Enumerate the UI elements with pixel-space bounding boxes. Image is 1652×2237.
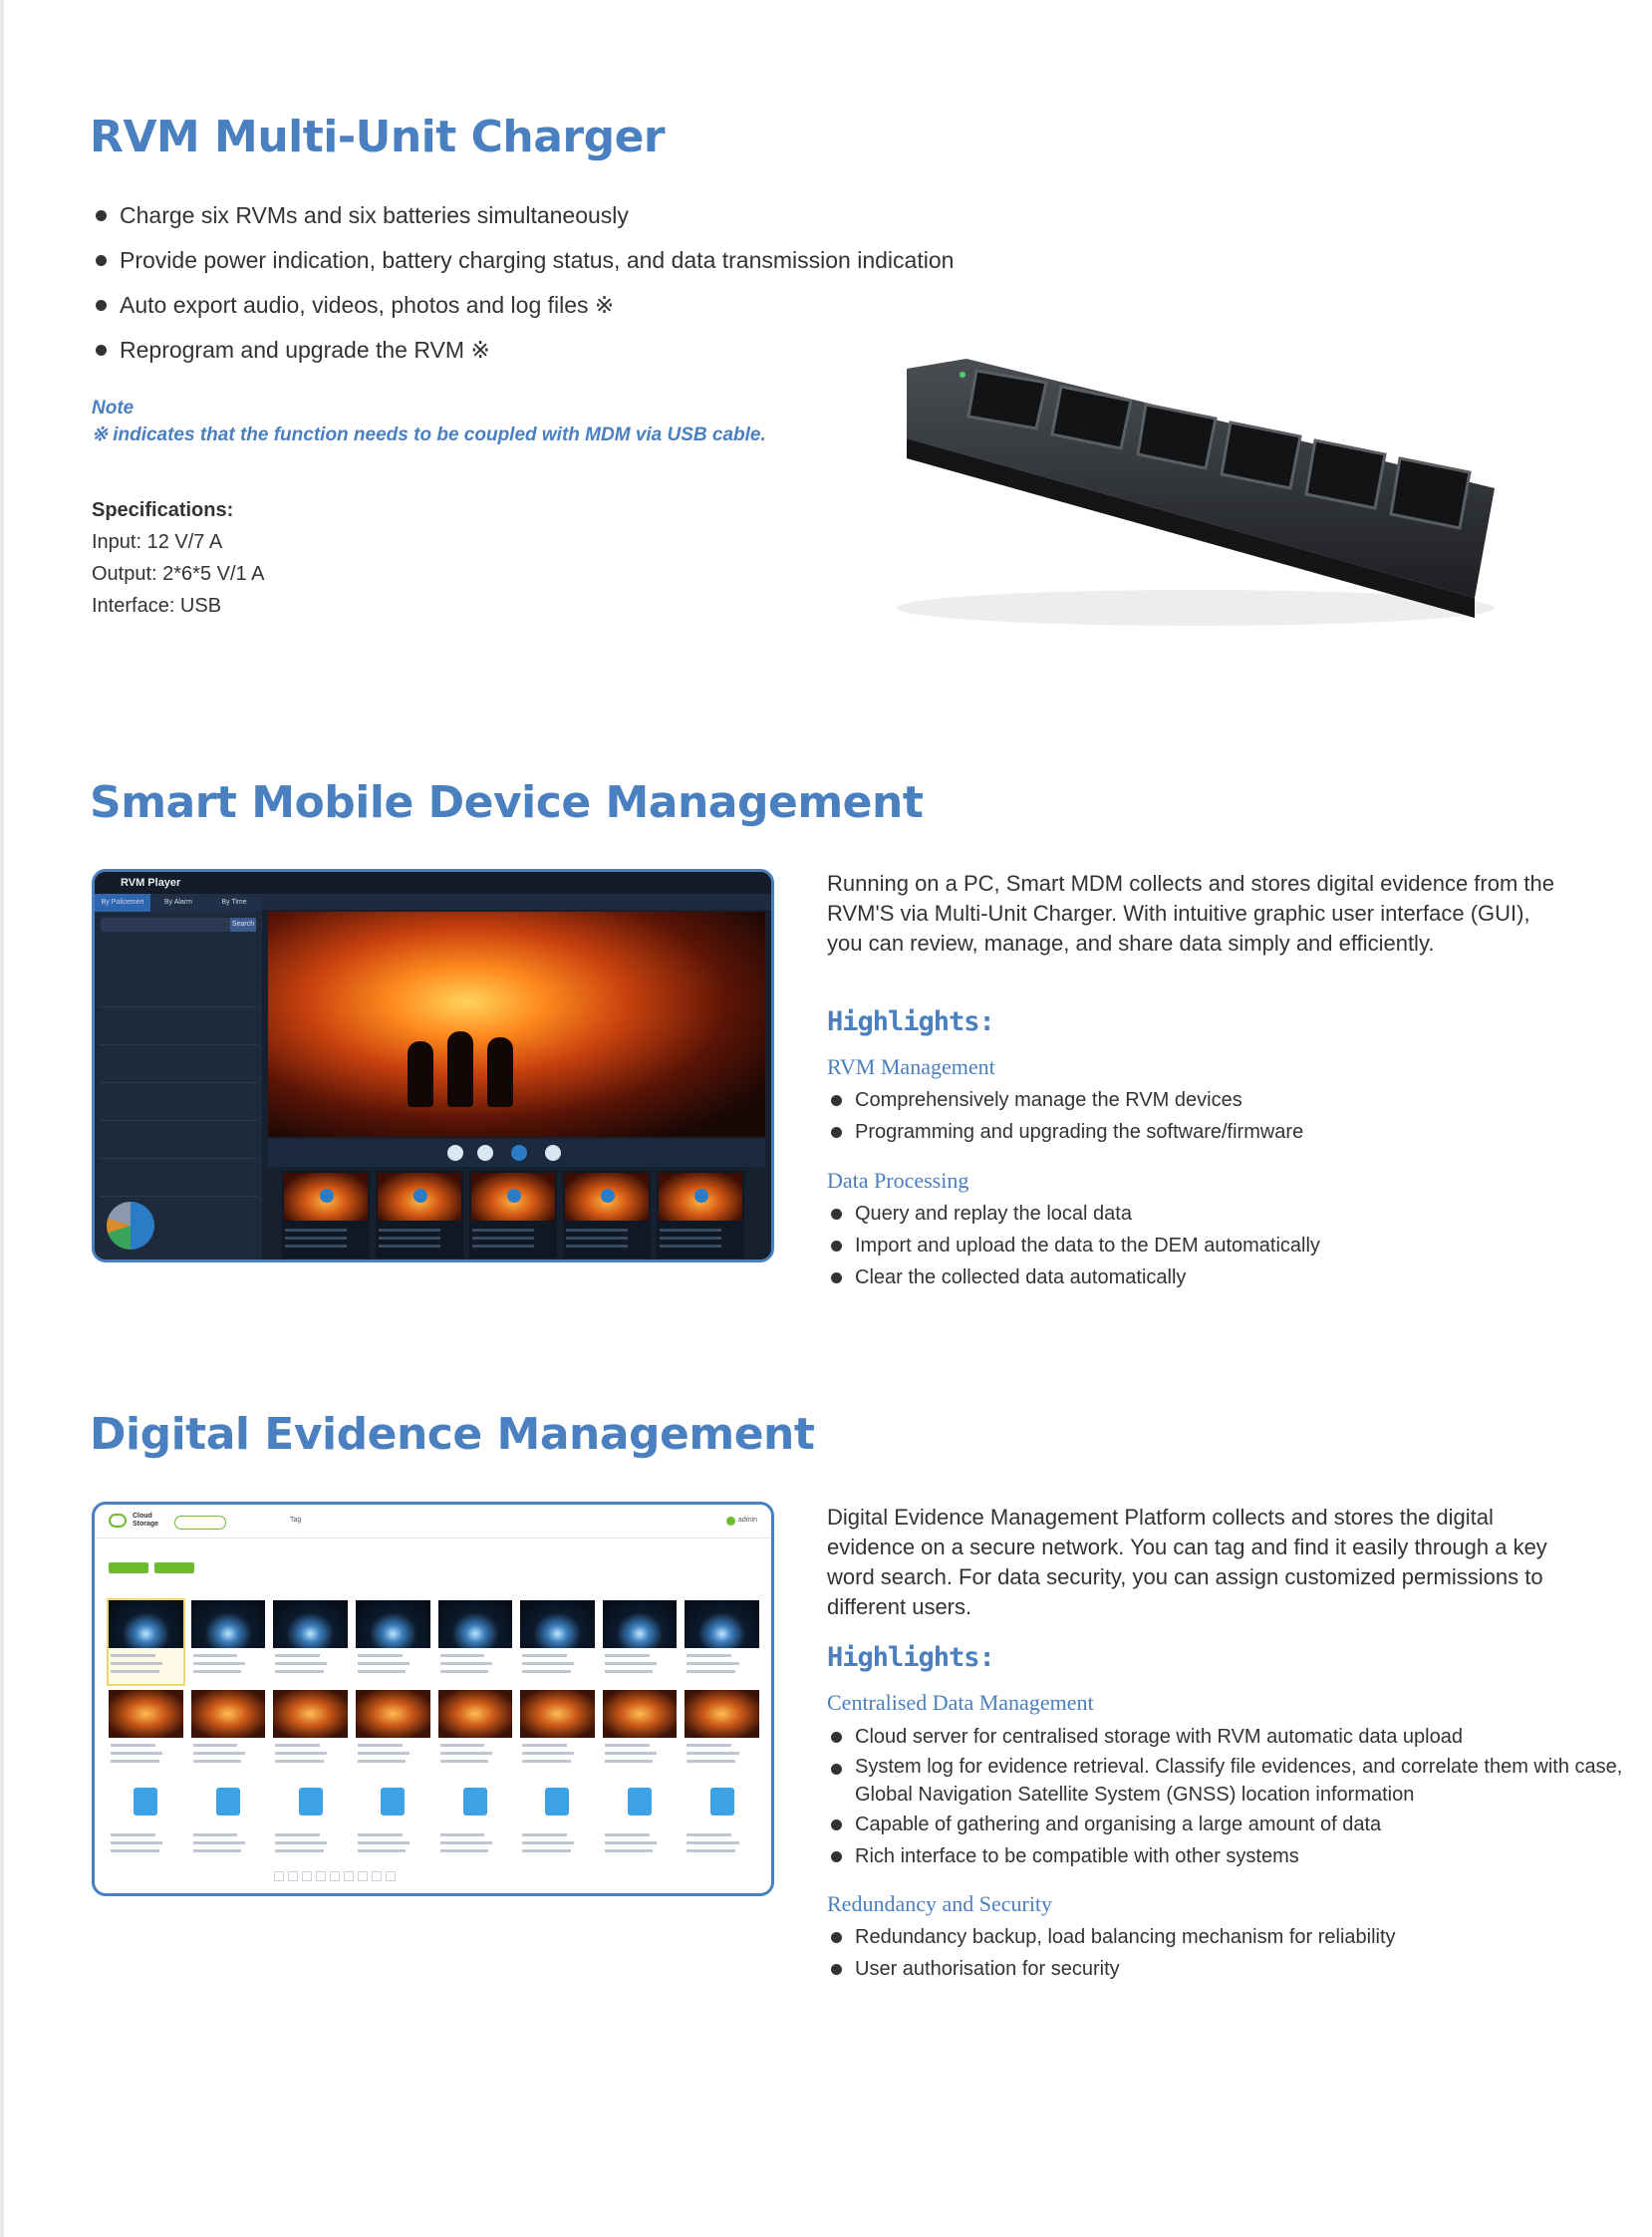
filter-button[interactable] <box>154 1562 194 1573</box>
tab-by-policemen[interactable]: By Policemen <box>95 894 150 912</box>
mdm-app-title: RVM Player <box>95 872 771 894</box>
page-button[interactable] <box>386 1871 396 1881</box>
pause-icon[interactable] <box>511 1145 527 1161</box>
evidence-item[interactable] <box>603 1600 678 1684</box>
list-item: Charge six RVMs and six batteries simultaneously <box>92 197 954 242</box>
page-button[interactable] <box>330 1871 340 1881</box>
pagination <box>274 1871 396 1881</box>
evidence-item[interactable] <box>438 1600 513 1684</box>
list-item: Comprehensively manage the RVM devices <box>827 1084 1303 1116</box>
mdm-description: Running on a PC, Smart MDM collects and stores digital evidence from the RVM'S via Multi-Unit Charger. With intuitive graphic user interface (GUI), you can review, manage, and share data simply and efficiently. <box>827 871 1554 956</box>
list-item[interactable] <box>99 1159 258 1197</box>
list-item: Import and upload the data to the DEM automatically <box>827 1230 1320 1261</box>
audio-file-icon[interactable] <box>356 1780 430 1863</box>
mdm-group-list <box>827 1084 1303 1148</box>
page-button[interactable] <box>288 1871 298 1881</box>
page-button[interactable] <box>358 1871 368 1881</box>
mdm-group-heading: Data Processing <box>827 1168 969 1193</box>
page-button[interactable] <box>316 1871 326 1881</box>
evidence-item[interactable] <box>685 1690 759 1774</box>
list-item: Auto export audio, videos, photos and log files ※ <box>92 287 954 332</box>
list-item[interactable] <box>99 1083 258 1121</box>
audio-file-icon[interactable] <box>685 1780 759 1863</box>
evidence-item[interactable] <box>109 1600 183 1684</box>
dem-screenshot <box>92 1502 774 1896</box>
mdm-record-list <box>99 970 258 1197</box>
evidence-item[interactable] <box>273 1600 348 1684</box>
dem-group-list <box>827 1921 1396 1985</box>
page-button[interactable] <box>274 1871 284 1881</box>
mdm-group-list <box>827 1198 1320 1293</box>
page-button[interactable] <box>372 1871 382 1881</box>
note-label: Note <box>92 398 135 419</box>
dem-dropdown[interactable] <box>174 1516 226 1530</box>
user-menu[interactable]: admin <box>737 1517 757 1524</box>
mdm-screenshot <box>92 869 774 1262</box>
clip-thumbnail[interactable] <box>469 1171 557 1258</box>
section-title-charger: RVM Multi-Unit Charger <box>90 112 666 162</box>
charger-product-image <box>877 319 1514 658</box>
evidence-item[interactable] <box>191 1690 266 1774</box>
filter-button[interactable] <box>109 1562 148 1573</box>
mdm-info-bar <box>262 894 771 910</box>
evidence-item[interactable] <box>356 1690 430 1774</box>
audio-file-icon[interactable] <box>191 1780 266 1863</box>
dem-description: Digital Evidence Management Platform collects and stores the digital evidence on a secure network. You can tag and find it easily through a key word search. For data security, you can assign customized permissions to different users. <box>827 1505 1547 1619</box>
dem-highlights-heading: Highlights: <box>827 1642 994 1673</box>
list-item[interactable] <box>99 1045 258 1083</box>
dem-logo-text: Cloud Storage <box>133 1513 159 1528</box>
note-text: ※ indicates that the function needs to be coupled with MDM via USB cable. <box>92 424 766 445</box>
evidence-item[interactable] <box>191 1600 266 1684</box>
evidence-item[interactable] <box>273 1690 348 1774</box>
list-item: Rich interface to be compatible with other systems <box>827 1840 1652 1872</box>
section-title-mdm: Smart Mobile Device Management <box>90 777 924 828</box>
mdm-highlights-heading: Highlights: <box>827 1006 994 1037</box>
note <box>92 395 766 448</box>
play-icon <box>694 1189 708 1203</box>
charger-feature-list <box>92 197 954 377</box>
dem-group-list <box>827 1721 1652 1872</box>
list-item: Programming and upgrading the software/firmware <box>827 1116 1303 1148</box>
list-item: Capable of gathering and organising a large amount of data <box>827 1809 1652 1840</box>
cloud-icon <box>109 1514 127 1528</box>
page-button[interactable] <box>302 1871 312 1881</box>
evidence-grid <box>109 1600 759 1863</box>
list-item[interactable] <box>99 1007 258 1045</box>
mdm-group-heading: RVM Management <box>827 1054 995 1079</box>
list-item: System log for evidence retrieval. Classify file evidences, and correlate them with case, Global Navigation Satellite System (GNSS) location information <box>827 1753 1652 1809</box>
spec-input: Input: 12 V/7 A <box>92 531 223 553</box>
page-button[interactable] <box>344 1871 354 1881</box>
list-item: Cloud server for centralised storage with RVM automatic data upload <box>827 1721 1652 1753</box>
next-icon[interactable] <box>545 1145 561 1161</box>
tab-tag[interactable]: Tag <box>290 1517 302 1524</box>
list-item: Provide power indication, battery charging status, and data transmission indication <box>92 242 954 287</box>
dem-group-heading: Redundancy and Security <box>827 1891 1053 1916</box>
mdm-sidebar <box>95 894 262 1259</box>
firefighter-silhouette <box>408 1041 433 1107</box>
list-item[interactable] <box>99 1121 258 1159</box>
section-title-dem: Digital Evidence Management <box>90 1409 815 1460</box>
play-icon <box>507 1189 521 1203</box>
spec-interface: Interface: USB <box>92 595 222 617</box>
evidence-item[interactable] <box>438 1690 513 1774</box>
audio-file-icon[interactable] <box>438 1780 513 1863</box>
evidence-item[interactable] <box>685 1600 759 1684</box>
stop-icon[interactable] <box>447 1145 463 1161</box>
dem-filter-bar <box>109 1542 757 1576</box>
audio-file-icon[interactable] <box>273 1780 348 1863</box>
mdm-search-button[interactable]: Search <box>230 918 256 932</box>
list-item: Redundancy backup, load balancing mechanism for reliability <box>827 1921 1396 1953</box>
audio-file-icon[interactable] <box>109 1780 183 1863</box>
specifications <box>92 494 264 622</box>
clip-thumbnail[interactable] <box>563 1171 651 1258</box>
playback-controls <box>268 1139 765 1167</box>
video-frame <box>268 912 765 1137</box>
clip-thumbnail[interactable] <box>657 1171 744 1258</box>
audio-file-icon[interactable] <box>603 1780 678 1863</box>
spec-output: Output: 2*6*5 V/1 A <box>92 563 265 585</box>
mdm-player-area <box>262 894 771 1259</box>
evidence-item[interactable] <box>603 1690 678 1774</box>
evidence-item[interactable] <box>520 1600 595 1684</box>
evidence-item[interactable] <box>520 1690 595 1774</box>
evidence-item[interactable] <box>109 1690 183 1774</box>
mdm-tabs <box>95 894 262 912</box>
list-item: Clear the collected data automatically <box>827 1261 1320 1293</box>
list-item: User authorisation for security <box>827 1953 1396 1985</box>
list-item[interactable] <box>99 970 258 1007</box>
pause-icon <box>413 1189 427 1203</box>
evidence-item[interactable] <box>356 1600 430 1684</box>
play-icon <box>320 1189 334 1203</box>
previous-icon[interactable] <box>477 1145 493 1161</box>
mdm-search-input[interactable] <box>101 918 256 932</box>
clip-thumbnail[interactable] <box>282 1171 370 1258</box>
clip-thumbnail[interactable] <box>376 1171 463 1258</box>
firefighter-silhouette <box>487 1037 513 1107</box>
page-edge <box>0 0 4 2237</box>
dem-header <box>95 1505 771 1538</box>
audio-file-icon[interactable] <box>520 1780 595 1863</box>
list-item: Query and replay the local data <box>827 1198 1320 1230</box>
clip-thumbnails <box>268 1171 765 1260</box>
play-icon <box>601 1189 615 1203</box>
specs-heading: Specifications: <box>92 499 234 521</box>
storage-pie-chart <box>107 1202 154 1250</box>
list-item: Reprogram and upgrade the RVM ※ <box>92 332 954 377</box>
tab-by-time[interactable]: By Time <box>221 899 247 906</box>
tab-by-alarm[interactable]: By Alarm <box>163 899 192 906</box>
dem-group-heading: Centralised Data Management <box>827 1690 1094 1715</box>
firefighter-silhouette <box>447 1031 473 1107</box>
